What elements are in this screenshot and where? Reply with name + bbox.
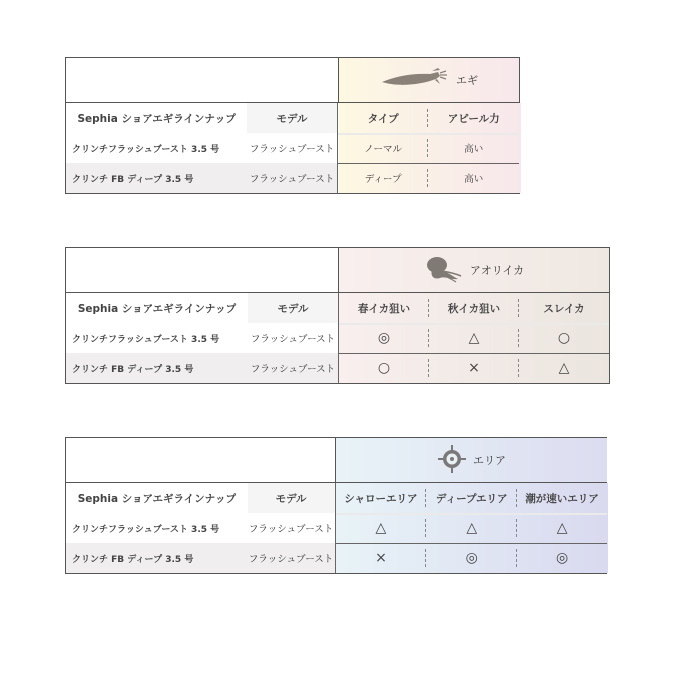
table-title: エギ bbox=[456, 74, 478, 87]
column-header-deep: ディープエリア bbox=[426, 483, 517, 513]
rating-cross: × bbox=[429, 353, 519, 383]
column-header-appeal: アピール力 bbox=[447, 112, 500, 125]
product-model: フラッシュブースト bbox=[248, 543, 336, 573]
column-header-autumn: 秋イカ狙い bbox=[429, 293, 519, 323]
column-header-product: Sephia ショアエギラインナップ bbox=[66, 293, 248, 323]
column-header-model: モデル bbox=[248, 293, 339, 323]
value-cell: ノーマル bbox=[338, 133, 429, 163]
product-model: フラッシュブースト bbox=[248, 353, 339, 383]
rating-double-circle: ◎ bbox=[555, 550, 569, 566]
product-name: クリンチフラッシュブースト 3.5 号 bbox=[66, 323, 248, 353]
rating-cross: × bbox=[336, 543, 427, 573]
column-header-model: モデル bbox=[247, 103, 338, 133]
title-cell-squid bbox=[338, 247, 610, 293]
rating-double-circle: ◎ bbox=[339, 323, 429, 353]
column-header-fast-current: 潮が速いエリア bbox=[525, 492, 599, 505]
product-name: クリンチ FB ディープ 3.5 号 bbox=[66, 353, 248, 383]
product-name: クリンチフラッシュブースト 3.5 号 bbox=[66, 513, 248, 543]
column-header-wary: スレイカ bbox=[543, 302, 585, 315]
product-name: クリンチ FB ディープ 3.5 号 bbox=[66, 163, 247, 193]
title-cell-egi bbox=[338, 57, 520, 103]
table-row bbox=[66, 323, 609, 353]
title-blank-cell bbox=[65, 437, 335, 483]
rating-triangle: △ bbox=[556, 520, 568, 536]
value-cell: 高い bbox=[464, 174, 484, 185]
value-cell: ディープ bbox=[338, 163, 429, 193]
rating-circle: ○ bbox=[339, 353, 429, 383]
column-header-type: タイプ bbox=[338, 103, 429, 133]
column-header-row bbox=[66, 483, 607, 513]
squid-icon bbox=[424, 254, 464, 287]
rating-triangle: △ bbox=[336, 513, 427, 543]
crosshair-icon bbox=[437, 444, 467, 477]
column-header-product: Sephia ショアエギラインナップ bbox=[66, 483, 248, 513]
table-title: アオリイカ bbox=[469, 264, 525, 277]
table-row bbox=[66, 163, 519, 193]
title-blank-cell bbox=[65, 57, 338, 103]
column-header-product: Sephia ショアエギラインナップ bbox=[66, 103, 247, 133]
table-row bbox=[66, 353, 609, 383]
column-header-row bbox=[66, 103, 519, 133]
value-cell: 高い bbox=[464, 144, 484, 155]
title-blank-cell bbox=[65, 247, 338, 293]
table-title: エリア bbox=[473, 454, 506, 467]
table-row bbox=[66, 513, 607, 543]
table-row bbox=[66, 543, 607, 573]
rating-double-circle: ◎ bbox=[426, 543, 517, 573]
rating-triangle: △ bbox=[558, 360, 570, 376]
rating-circle: ○ bbox=[557, 330, 571, 346]
column-header-model: モデル bbox=[248, 483, 336, 513]
rating-triangle: △ bbox=[426, 513, 517, 543]
column-header-row bbox=[66, 293, 609, 323]
area-comparison-table bbox=[65, 437, 607, 574]
rating-triangle: △ bbox=[429, 323, 519, 353]
table-title-row bbox=[65, 437, 607, 483]
product-name: クリンチ FB ディープ 3.5 号 bbox=[66, 543, 248, 573]
table-row bbox=[66, 133, 519, 163]
column-header-spring: 春イカ狙い bbox=[339, 293, 429, 323]
title-cell-area bbox=[335, 437, 607, 483]
table-title-row bbox=[65, 57, 520, 103]
egi-lure-icon bbox=[380, 67, 450, 94]
egi-comparison-table bbox=[65, 57, 520, 194]
product-model: フラッシュブースト bbox=[247, 163, 338, 193]
squid-comparison-table bbox=[65, 247, 610, 384]
table-title-row bbox=[65, 247, 610, 293]
product-name: クリンチフラッシュブースト 3.5 号 bbox=[66, 133, 247, 163]
product-model: フラッシュブースト bbox=[248, 513, 336, 543]
product-model: フラッシュブースト bbox=[247, 133, 338, 163]
product-model: フラッシュブースト bbox=[248, 323, 339, 353]
column-header-shallow: シャローエリア bbox=[336, 483, 427, 513]
